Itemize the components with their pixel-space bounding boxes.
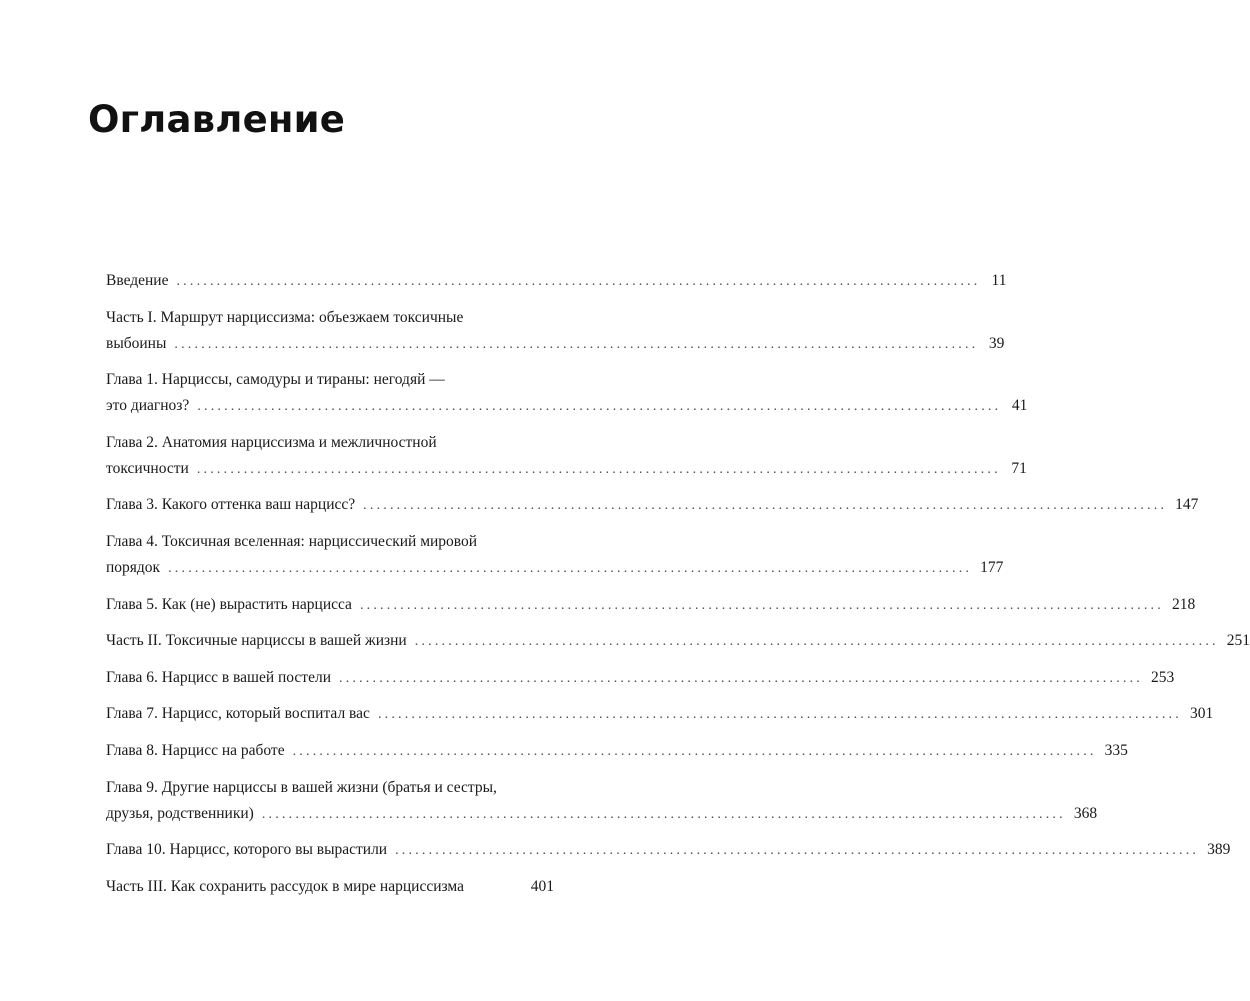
toc-entry	[106, 775, 1098, 828]
toc-entry-title: это диагноз?	[106, 397, 190, 415]
table-of-contents	[106, 268, 1250, 909]
toc-entry-line	[106, 665, 1175, 692]
toc-entry	[106, 628, 1250, 655]
toc-page-number: 177	[980, 558, 1004, 576]
toc-entry-line	[106, 555, 1004, 582]
toc-entry-line	[106, 268, 1007, 295]
toc-entry	[106, 874, 554, 900]
toc-entry	[106, 837, 1231, 864]
toc-entry-line	[106, 331, 1005, 358]
toc-entry-title: друзья, родственники)	[106, 804, 254, 822]
toc-entry-title: Глава 6. Нарцисс в вашей постели	[106, 668, 331, 686]
toc-page-number: 41	[1011, 397, 1028, 415]
toc-entry-title: выбоины	[106, 334, 167, 352]
toc-entry	[106, 492, 1199, 519]
dot-leader: ........................................................................................................................	[359, 597, 1164, 613]
toc-entry-title: Введение	[106, 272, 169, 289]
toc-page-number: 39	[988, 334, 1005, 352]
toc-entry	[106, 430, 1027, 483]
toc-page-number: 253	[1151, 668, 1175, 686]
toc-page-number: 401	[530, 877, 554, 895]
toc-entry	[106, 592, 1196, 619]
toc-entry	[106, 367, 1028, 420]
dot-leader: ........................................................................................................................	[168, 560, 973, 576]
toc-entry-line	[106, 492, 1199, 519]
toc-entry	[106, 738, 1128, 765]
toc-entry-line	[106, 874, 554, 900]
toc-entry-line	[106, 837, 1231, 864]
toc-entry	[106, 665, 1175, 692]
dot-leader: ........................................................................................................................	[197, 399, 1002, 415]
toc-entry-line	[106, 456, 1027, 483]
toc-entry-title-line: Часть I. Маршрут нарциссизма: объезжаем токсичные	[106, 308, 464, 326]
dot-leader: ........................................................................................................................	[414, 634, 1219, 650]
dot-leader: ........................................................................................................................	[176, 274, 981, 289]
dot-leader: ........................................................................................................................	[174, 336, 979, 352]
toc-entry-line	[106, 738, 1128, 765]
toc-entry-title-line: Глава 9. Другие нарциссы в вашей жизни (братья и сестры,	[106, 778, 497, 796]
toc-entry-line	[106, 701, 1214, 728]
toc-entry-title: Глава 5. Как (не) вырастить нарцисса	[106, 595, 352, 613]
toc-page-number: 71	[1011, 459, 1027, 477]
page-title: Оглавление	[88, 98, 346, 141]
toc-entry-line	[106, 393, 1028, 420]
toc-entry-line	[106, 628, 1250, 655]
dot-leader: ........................................................................................................................	[395, 843, 1200, 859]
toc-page-number: 368	[1073, 804, 1098, 822]
toc-page-number: 251	[1226, 632, 1250, 650]
toc-entry-title: Глава 10. Нарцисс, которого вы вырастили	[106, 841, 388, 859]
toc-entry-title: Глава 3. Какого оттенка ваш нарцисс?	[106, 496, 356, 514]
toc-entry-title: Глава 8. Нарцисс на работе	[106, 741, 285, 759]
dot-leader: ........................................................................................................................	[339, 670, 1143, 686]
toc-entry-title: Часть II. Токсичные нарциссы в вашей жизни	[106, 632, 407, 650]
toc-page-number: 389	[1207, 841, 1231, 859]
toc-entry	[106, 701, 1214, 728]
toc-entry	[106, 305, 1005, 358]
toc-entry-line	[106, 592, 1196, 619]
toc-page-number: 218	[1171, 595, 1196, 613]
toc-entry-title-line: Глава 4. Токсичная вселенная: нарциссический мировой	[106, 532, 478, 550]
toc-entry	[106, 268, 1007, 295]
toc-entry-title-line: Глава 1. Нарциссы, самодуры и тираны: негодяй —	[106, 371, 445, 389]
dot-leader: ........................................................................................................................	[196, 461, 1001, 477]
toc-page-number: 11	[991, 272, 1007, 289]
toc-page-number: 301	[1189, 705, 1214, 723]
dot-leader: ........................................................................................................................	[292, 743, 1097, 759]
toc-entry-title: порядок	[106, 558, 161, 576]
dot-leader: ........................................................................................................................	[377, 707, 1182, 723]
toc-page-number: 335	[1104, 741, 1128, 759]
dot-leader: ........................................................................................................................	[261, 806, 1066, 822]
toc-entry	[106, 529, 1004, 582]
toc-entry-line	[106, 801, 1098, 828]
toc-entry-title: токсичности	[106, 459, 189, 477]
toc-entry-title-line: Глава 2. Анатомия нарциссизма и межличностной	[106, 433, 437, 451]
dot-leader: ........................................................................................................................	[363, 498, 1168, 514]
toc-page-number: 147	[1175, 496, 1199, 514]
toc-entry-title: Глава 7. Нарцисс, который воспитал вас	[106, 705, 370, 723]
toc-entry-title: Часть III. Как сохранить рассудок в мире нарциссизма	[106, 877, 464, 895]
